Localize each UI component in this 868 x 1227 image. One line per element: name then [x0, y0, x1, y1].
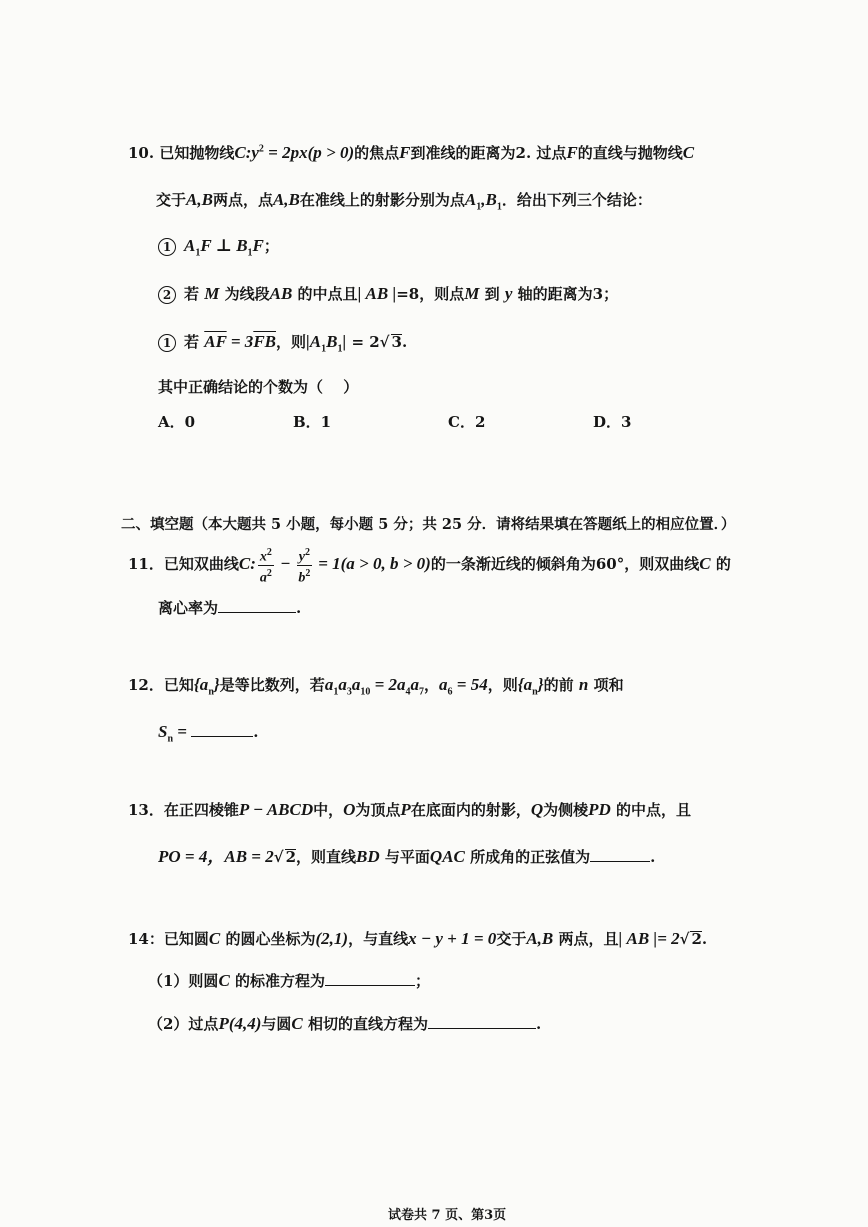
q11-frac-x: $\frac{x^2}{a^2}$	[259, 547, 272, 586]
q12-equation: $a_1a_3a_{10}$	[324, 675, 371, 698]
q12-line1: 12．已知$\{a_n\}$是等比数列，若$a_1a_3a_{10} = 2a_4a_7$，$a_6 = 54$，则$\{a_n\}$的前 n 项和	[128, 675, 624, 698]
q10-projections: $A_1,B_1$	[464, 190, 502, 213]
q14-part2: （2）过点P(4,4)与圆C 相切的直线方程为 .	[148, 1014, 542, 1033]
q13-answer-blank[interactable]	[590, 847, 650, 862]
q13-line1: 13．在正四棱锥P − ABCD中，O为顶点P在底面内的射影，Q为侧棱PD 的中点，且	[128, 800, 692, 819]
q10-option-a[interactable]: A．0	[158, 413, 196, 431]
q10-parabola-equation: $y^2 = 2px$	[251, 143, 308, 162]
q12-line2: $S_n$ = .	[158, 722, 259, 745]
q12-answer-blank[interactable]	[191, 722, 253, 737]
q14-number: 14：	[128, 930, 164, 948]
q11-line2: 离心率为 .	[158, 599, 302, 617]
q14-part2-answer-blank[interactable]	[428, 1014, 536, 1029]
q14-part1: （1）则圆C 的标准方程为 ；	[148, 971, 431, 990]
q10-conclusion-1: 1 $A_1F$ ⊥ $B_1F$；	[158, 235, 279, 258]
q14-line1: 14：已知圆C 的圆心坐标为(2,1)，与直线x − y + 1 = 0交于A,B 两点，且| AB |= 2√ 2.	[128, 929, 708, 948]
q11-line1: 11．已知双曲线C: $\frac{x^2}{a^2}$ − $\frac{y^2}{b^2}$ = 1(a > 0, b > 0)的一条渐近线的倾斜角为60°，则双曲线C 的	[128, 547, 731, 586]
q11-number: 11．	[128, 555, 164, 574]
q12-number: 12．	[128, 676, 164, 694]
q10-c1-expression: $A_1F$ ⊥ $B_1F$	[184, 236, 264, 259]
q10-option-c[interactable]: C．2	[448, 413, 486, 431]
q14-part1-answer-blank[interactable]	[325, 971, 415, 986]
q10-question: 其中正确结论的个数为（ ）	[158, 378, 359, 396]
q11-answer-blank[interactable]	[218, 598, 296, 613]
page-footer: 试卷共 7 页、第3页	[388, 1208, 507, 1223]
conclusion-marker-2: 2	[158, 286, 176, 304]
q10-line2: 交于A,B两点，点A,B在准线上的射影分别为点$A_1,B_1$．给出下列三个结论：	[156, 190, 652, 213]
q10-c3-vector-eq: $\overline{AF} = 3\overline{FB}$	[204, 332, 276, 351]
q10-option-b[interactable]: B．1	[293, 413, 332, 431]
q13-line2: PO = 4，AB = 2√ 2，则直线BD 与平面QAC 所成角的正弦值为 .	[158, 847, 656, 866]
q13-number: 13．	[128, 801, 164, 819]
q10-option-d[interactable]: D．3	[593, 413, 632, 431]
conclusion-marker-1: 1	[158, 238, 176, 256]
q10-line1: 10. 已知抛物线$C:y^2 = 2px(p > 0)$的焦点F到准线的距离为2. 过点F的直线与抛物线C	[128, 143, 695, 162]
q10-conclusion-2: 2 若 M 为线段AB 的中点且| AB |=8，则点M 到 y 轴的距离为3；	[158, 283, 618, 304]
conclusion-marker-3: 1	[158, 334, 176, 352]
q11-frac-y: $\frac{y^2}{b^2}$	[298, 547, 311, 586]
q10-conclusion-3: 1 若 $\overline{AF} = 3\overline{FB}$，则$|A_1B_1| = 2√$ 3.	[158, 331, 407, 354]
section-2-heading: 二、填空题（本大题共 5 小题，每小题 5 分；共 25 分．请将结果填在答题纸上的相应位置．）	[121, 516, 736, 533]
q10-number: 10.	[128, 144, 155, 162]
